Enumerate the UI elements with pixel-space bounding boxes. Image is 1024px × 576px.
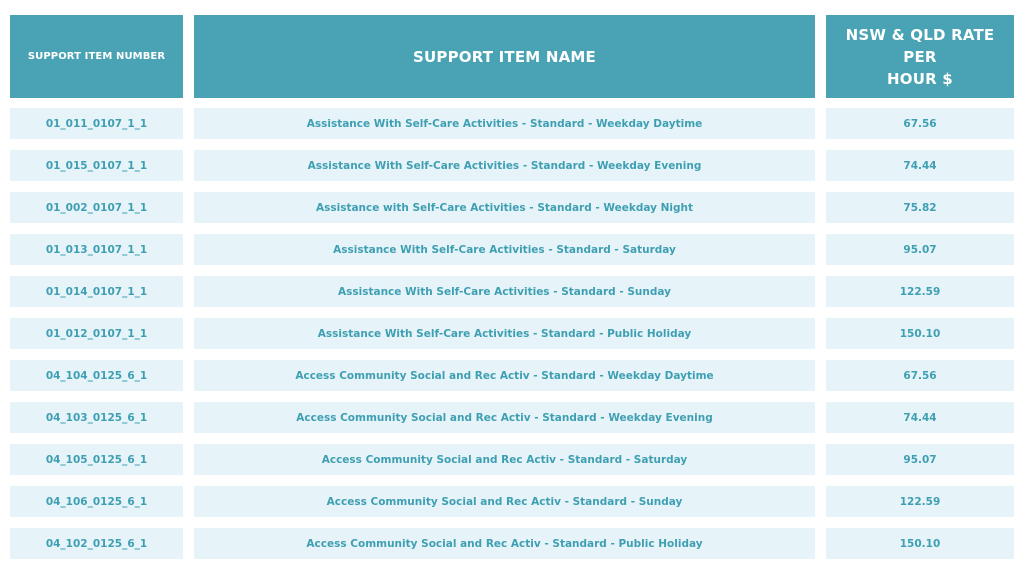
cell-support-item-number: 01_012_0107_1_1 bbox=[10, 318, 183, 349]
cell-support-item-number: 04_106_0125_6_1 bbox=[10, 486, 183, 517]
cell-support-item-name: Access Community Social and Rec Activ - Standard - Sunday bbox=[194, 486, 815, 517]
cell-rate: 122.59 bbox=[826, 276, 1014, 307]
cell-support-item-name: Access Community Social and Rec Activ - Standard - Weekday Evening bbox=[194, 402, 815, 433]
cell-support-item-number: 01_014_0107_1_1 bbox=[10, 276, 183, 307]
cell-support-item-name: Assistance With Self-Care Activities - Standard - Public Holiday bbox=[194, 318, 815, 349]
cell-support-item-name: Assistance With Self-Care Activities - Standard - Saturday bbox=[194, 234, 815, 265]
cell-rate: 74.44 bbox=[826, 402, 1014, 433]
cell-support-item-number: 04_105_0125_6_1 bbox=[10, 444, 183, 475]
header-support-item-number: SUPPORT ITEM NUMBER bbox=[10, 15, 183, 98]
cell-support-item-number: 01_013_0107_1_1 bbox=[10, 234, 183, 265]
cell-rate: 67.56 bbox=[826, 108, 1014, 139]
cell-rate: 75.82 bbox=[826, 192, 1014, 223]
cell-rate: 74.44 bbox=[826, 150, 1014, 181]
cell-support-item-name: Assistance With Self-Care Activities - Standard - Sunday bbox=[194, 276, 815, 307]
cell-support-item-number: 01_002_0107_1_1 bbox=[10, 192, 183, 223]
header-rate-per-hour: NSW & QLD RATE PER HOUR $ bbox=[826, 15, 1014, 98]
cell-rate: 95.07 bbox=[826, 444, 1014, 475]
cell-support-item-name: Access Community Social and Rec Activ - Standard - Weekday Daytime bbox=[194, 360, 815, 391]
cell-support-item-name: Assistance With Self-Care Activities - Standard - Weekday Evening bbox=[194, 150, 815, 181]
cell-support-item-name: Access Community Social and Rec Activ - Standard - Public Holiday bbox=[194, 528, 815, 559]
cell-support-item-number: 01_015_0107_1_1 bbox=[10, 150, 183, 181]
cell-support-item-name: Assistance With Self-Care Activities - Standard - Weekday Daytime bbox=[194, 108, 815, 139]
cell-rate: 122.59 bbox=[826, 486, 1014, 517]
cell-rate: 150.10 bbox=[826, 318, 1014, 349]
cell-rate: 67.56 bbox=[826, 360, 1014, 391]
cell-support-item-name: Assistance with Self-Care Activities - Standard - Weekday Night bbox=[194, 192, 815, 223]
header-support-item-name: SUPPORT ITEM NAME bbox=[194, 15, 815, 98]
cell-rate: 150.10 bbox=[826, 528, 1014, 559]
cell-support-item-number: 04_104_0125_6_1 bbox=[10, 360, 183, 391]
cell-support-item-number: 04_103_0125_6_1 bbox=[10, 402, 183, 433]
cell-support-item-number: 01_011_0107_1_1 bbox=[10, 108, 183, 139]
cell-support-item-name: Access Community Social and Rec Activ - Standard - Saturday bbox=[194, 444, 815, 475]
cell-support-item-number: 04_102_0125_6_1 bbox=[10, 528, 183, 559]
cell-rate: 95.07 bbox=[826, 234, 1014, 265]
